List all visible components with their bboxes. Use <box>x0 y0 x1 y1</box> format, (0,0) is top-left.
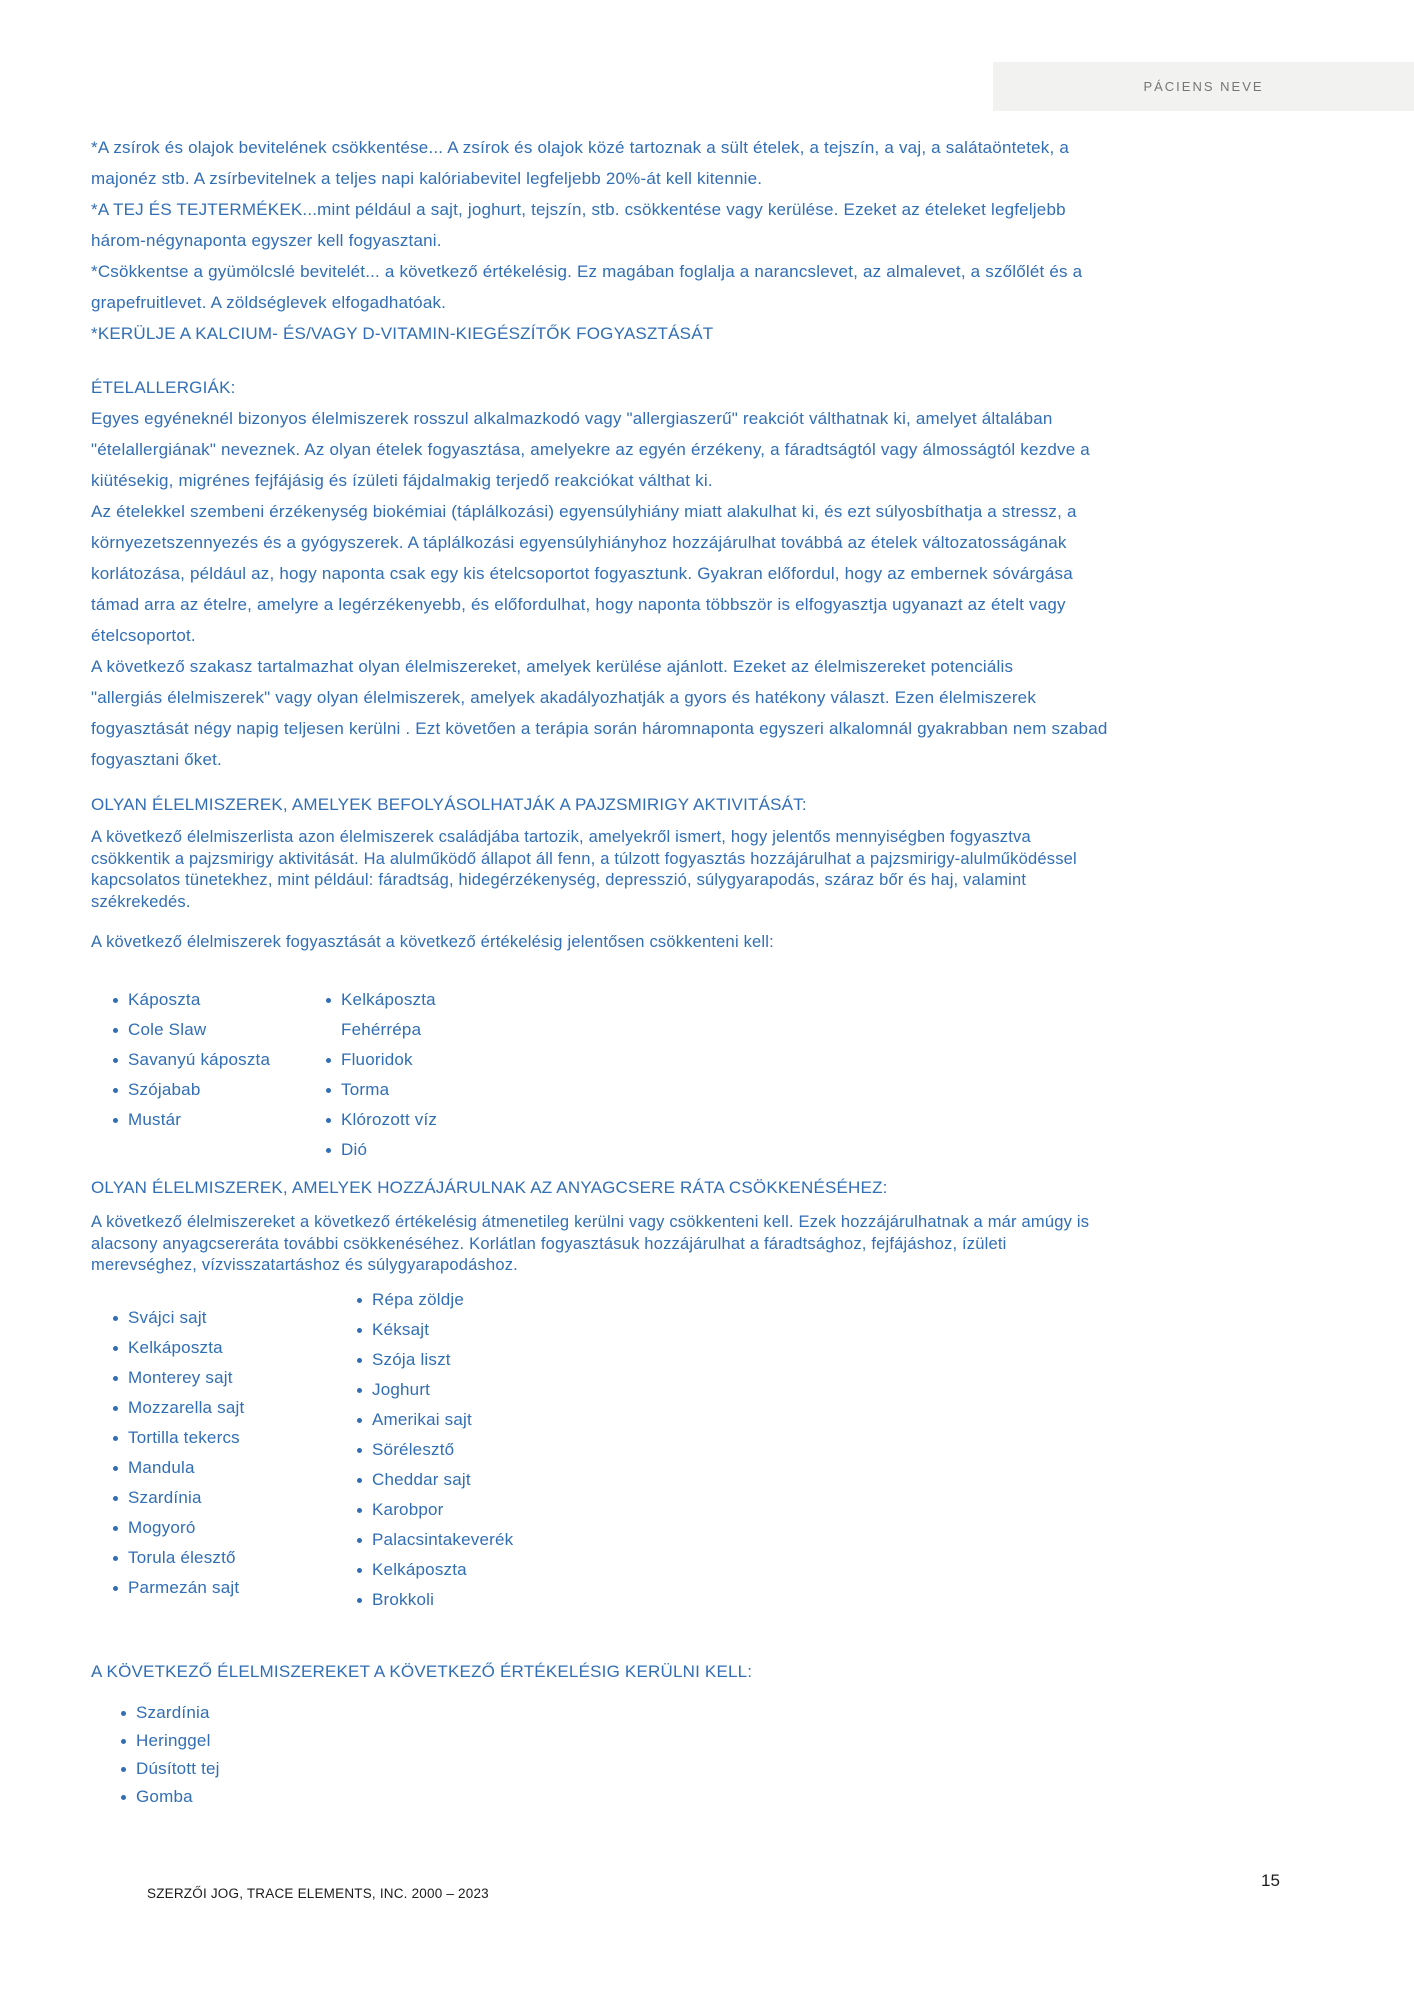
metabolic-food-list-col1 <box>113 1303 244 1603</box>
paragraph-line: merevséghez, vízvisszatartáshoz és súlygyarapodáshoz. <box>91 1256 518 1274</box>
list-item-label: Amerikai sajt <box>372 1410 472 1429</box>
paragraph-line: csökkentik a pajzsmirigy aktivitását. Ha alulműködő állapot áll fenn, a túlzott fogyasztás hozzájárulhat a pajzsmirigy-alulműködéssel <box>91 849 1077 868</box>
paragraph-line: majonéz stb. A zsírbevitelnek a teljes napi kalóriabevitel legfeljebb 20%-át kell kitennie. <box>91 169 763 188</box>
list-item-label: Parmezán sajt <box>128 1578 240 1597</box>
bullet-icon <box>326 1118 331 1123</box>
paragraph-line: *Csökkentse a gyümölcslé bevitelét... a következő értékelésig. Ez magában foglalja a narancslevet, az almalevet, a szőlőlét és a <box>91 262 1083 281</box>
bullet-icon <box>357 1448 362 1453</box>
paragraph-line: székrekedés. <box>91 892 191 911</box>
list-item <box>326 1015 437 1045</box>
patient-name-box <box>993 62 1414 111</box>
list-item-label: Mogyoró <box>128 1518 196 1537</box>
paragraph-line: három-négynaponta egyszer kell fogyasztani. <box>91 231 442 250</box>
list-item <box>357 1405 513 1435</box>
list-item <box>326 1105 437 1135</box>
bullet-icon <box>113 1436 118 1441</box>
list-item <box>326 1045 437 1075</box>
list-item-label: Cheddar sajt <box>372 1470 471 1489</box>
list-item-label: Palacsintakeverék <box>372 1530 514 1549</box>
paragraph-line: *KERÜLJE A KALCIUM- ÉS/VAGY D-VITAMIN-KIEGÉSZÍTŐK FOGYASZTÁSÁT <box>91 324 714 343</box>
bullet-icon <box>113 1316 118 1321</box>
list-item <box>357 1285 513 1315</box>
bullet-icon <box>357 1508 362 1513</box>
avoid-food-list <box>121 1699 220 1811</box>
bullet-icon <box>121 1795 126 1800</box>
bullet-icon <box>357 1388 362 1393</box>
list-item-label: Répa zöldje <box>372 1290 464 1309</box>
list-item <box>113 1573 244 1603</box>
list-item-label: Szardínia <box>136 1703 210 1722</box>
list-item <box>121 1783 220 1811</box>
bullet-icon <box>113 1346 118 1351</box>
bullet-icon <box>326 1058 331 1063</box>
list-item-label: Tortilla tekercs <box>128 1428 240 1447</box>
list-item-label: Kelkáposzta <box>341 990 436 1009</box>
allergy-paragraphs <box>91 403 1108 775</box>
list-item <box>357 1375 513 1405</box>
list-item-label: Kelkáposzta <box>372 1560 467 1579</box>
paragraph-line: fogyasztani őket. <box>91 750 222 769</box>
list-item-label: Torula élesztő <box>128 1548 236 1567</box>
bullet-icon <box>113 1556 118 1561</box>
bullet-icon <box>113 1376 118 1381</box>
list-item <box>113 1015 270 1045</box>
metabolic-food-list-col2 <box>357 1285 513 1615</box>
bullet-icon <box>113 1088 118 1093</box>
list-item-label: Mustár <box>128 1110 182 1129</box>
paragraph-line: kapcsolatos tünetekhez, mint például: fáradtság, hidegérzékenység, depresszió, súlygyarapodás, száraz bőr és haj, valamint <box>91 871 1027 889</box>
list-item-label: Kelkáposzta <box>128 1338 223 1357</box>
list-item-label: Dió <box>341 1140 368 1159</box>
list-item <box>113 1543 244 1573</box>
allergy-section <box>91 372 1108 775</box>
avoid-section-heading: A KÖVETKEZŐ ÉLELMISZEREKET A KÖVETKEZŐ ÉRTÉKELÉSIG KERÜLNI KELL: <box>91 1662 753 1681</box>
bullet-icon <box>357 1418 362 1423</box>
list-item-label: Cole Slaw <box>128 1020 207 1039</box>
bullet-icon <box>113 1406 118 1411</box>
list-item-label: Mandula <box>128 1458 195 1477</box>
metabolic-section-heading: OLYAN ÉLELMISZEREK, AMELYEK HOZZÁJÁRULNAK AZ ANYAGCSERE RÁTA CSÖKKENÉSÉHEZ: <box>91 1178 888 1197</box>
list-item <box>113 1333 244 1363</box>
list-item-label: Mozzarella sajt <box>128 1398 245 1417</box>
bullet-icon <box>357 1328 362 1333</box>
thyroid-section-heading: OLYAN ÉLELMISZEREK, AMELYEK BEFOLYÁSOLHATJÁK A PAJZSMIRIGY AKTIVITÁSÁT: <box>91 795 807 814</box>
bullet-icon <box>326 1148 331 1153</box>
thyroid-food-list-col2 <box>326 985 437 1165</box>
thyroid-food-list-col1 <box>113 985 270 1135</box>
bullet-icon <box>113 1496 118 1501</box>
bullet-icon <box>113 1058 118 1063</box>
list-item-label: Monterey sajt <box>128 1368 233 1387</box>
metabolic-paragraph <box>91 1212 1089 1277</box>
list-item <box>357 1555 513 1585</box>
paragraph-line: támad arra az ételre, amelyre a legérzékenyebb, és előfordulhat, hogy naponta többször is elfogyasztja ugyanazt az ételt vagy <box>91 595 1066 614</box>
list-item <box>113 985 270 1015</box>
paragraph-line: A következő élelmiszereket a következő értékelésig átmenetileg kerülni vagy csökkenteni kell. Ezek hozzájárulhatnak a már amúgy is <box>91 1213 1090 1231</box>
list-item-label: Savanyú káposzta <box>128 1050 271 1069</box>
paragraph-line: "allergiás élelmiszerek" vagy olyan élelmiszerek, amelyek akadályozhatják a gyors és hatékony választ. Ezen élelmiszerek <box>91 688 1037 707</box>
bullet-icon <box>357 1568 362 1573</box>
paragraph-line: A következő élelmiszerlista azon élelmiszerek családjába tartozik, amelyekről ismert, hogy jelentős mennyiségben fogyasztva <box>91 828 1031 846</box>
list-item <box>113 1393 244 1423</box>
list-item <box>113 1075 270 1105</box>
list-item-label: Fluoridok <box>341 1050 413 1069</box>
bullet-icon <box>113 1586 118 1591</box>
bullet-icon <box>357 1538 362 1543</box>
list-item-label: Heringgel <box>136 1731 211 1750</box>
bullet-icon <box>357 1598 362 1603</box>
list-item <box>121 1755 220 1783</box>
bullet-icon <box>113 1118 118 1123</box>
list-item-label: Sörélesztő <box>372 1440 455 1459</box>
list-item <box>113 1105 270 1135</box>
list-item-label: Fehérrépa <box>341 1020 422 1039</box>
paragraph-line: *A zsírok és olajok bevitelének csökkentése... A zsírok és olajok közé tartoznak a sült ételek, a tejszín, a vaj, a salátaöntetek, a <box>91 138 1069 157</box>
list-item <box>357 1525 513 1555</box>
thyroid-paragraph <box>91 827 1077 913</box>
paragraph-line: *A TEJ ÉS TEJTERMÉKEK...mint például a sajt, joghurt, tejszín, stb. csökkentése vagy kerülése. Ezeket az ételeket legfeljebb <box>91 200 1066 219</box>
list-item <box>326 1135 437 1165</box>
list-item <box>326 985 437 1015</box>
bullet-icon <box>326 1088 331 1093</box>
copyright-text: SZERZŐI JOG, TRACE ELEMENTS, INC. 2000 – 2023 <box>147 1886 489 1901</box>
list-item <box>113 1303 244 1333</box>
bullet-icon <box>357 1298 362 1303</box>
list-item <box>357 1345 513 1375</box>
paragraph-line: Az ételekkel szembeni érzékenység biokémiai (táplálkozási) egyensúlyhiány miatt alakulhat ki, és ezt súlyosbíthatja a stressz, a <box>91 502 1077 521</box>
bullet-icon <box>113 1028 118 1033</box>
list-item <box>113 1363 244 1393</box>
list-item-label: Brokkoli <box>372 1590 435 1609</box>
paragraph-line: korlátozása, például az, hogy naponta csak egy kis ételcsoportot fogyasztunk. Gyakran előfordul, hogy az embernek sóvárgása <box>91 564 1073 583</box>
list-item <box>357 1315 513 1345</box>
bullet-icon <box>113 1526 118 1531</box>
list-item-label: Klórozott víz <box>341 1110 438 1129</box>
paragraph-line: Egyes egyéneknél bizonyos élelmiszerek rosszul alkalmazkodó vagy "allergiaszerű" reakciót válthatnak ki, amelyet általában <box>91 409 1053 428</box>
list-item-label: Szójabab <box>128 1080 201 1099</box>
bullet-icon <box>121 1711 126 1716</box>
list-item-label: Dúsított tej <box>136 1759 220 1778</box>
list-item-label: Szardínia <box>128 1488 202 1507</box>
list-item-label: Torma <box>341 1080 390 1099</box>
paragraph-line: fogyasztását négy napig teljesen kerülni . Ezt követően a terápia során háromnaponta egyszeri alkalomnál gyakrabban nem szabad <box>91 719 1108 738</box>
bullet-icon <box>357 1478 362 1483</box>
paragraph-line: kiütésekig, migrénes fejfájásig és ízületi fájdalmakig terjedő reakciókat válthat ki. <box>91 471 713 490</box>
list-item <box>326 1075 437 1105</box>
intro-paragraphs <box>91 132 1082 349</box>
paragraph-line: környezetszennyezés és a gyógyszerek. A táplálkozási egyensúlyhiányhoz hozzájárulhat továbbá az ételek változatosságának <box>91 533 1067 552</box>
list-item <box>113 1045 270 1075</box>
list-item-label: Joghurt <box>372 1380 431 1399</box>
patient-name-label: PÁCIENS NEVE <box>1143 79 1264 94</box>
list-item <box>113 1453 244 1483</box>
paragraph-line: ételcsoportot. <box>91 626 196 645</box>
list-item <box>357 1465 513 1495</box>
paragraph-line: A következő szakasz tartalmazhat olyan élelmiszereket, amelyek kerülése ajánlott. Ezeket az élelmiszereket potenciális <box>91 657 1014 676</box>
bullet-icon <box>113 998 118 1003</box>
bullet-icon <box>121 1739 126 1744</box>
list-item-label: Svájci sajt <box>128 1308 207 1327</box>
paragraph-line: "ételallergiának" neveznek. Az olyan ételek fogyasztása, amelyekre az egyén érzékeny, a fáradtságtól vagy álmosságtól kezdve a <box>91 440 1090 459</box>
paragraph-line: grapefruitlevet. A zöldséglevek elfogadhatóak. <box>91 293 447 312</box>
bullet-icon <box>121 1767 126 1772</box>
thyroid-instruction: A következő élelmiszerek fogyasztását a következő értékelésig jelentősen csökkenteni kell: <box>91 933 774 951</box>
list-item-label: Gomba <box>136 1787 193 1806</box>
list-item-label: Karobpor <box>372 1500 444 1519</box>
allergy-heading: ÉTELALLERGIÁK: <box>91 378 236 397</box>
list-item <box>121 1727 220 1755</box>
list-item <box>357 1435 513 1465</box>
list-item-label: Szója liszt <box>372 1350 451 1369</box>
list-item <box>113 1423 244 1453</box>
list-item-label: Kéksajt <box>372 1320 430 1339</box>
bullet-icon <box>326 998 331 1003</box>
list-item <box>121 1699 220 1727</box>
list-item <box>357 1585 513 1615</box>
list-item <box>357 1495 513 1525</box>
page-number: 15 <box>1261 1871 1280 1890</box>
bullet-icon <box>113 1466 118 1471</box>
list-item-label: Káposzta <box>128 990 201 1009</box>
list-item <box>113 1513 244 1543</box>
list-item <box>113 1483 244 1513</box>
paragraph-line: alacsony anyagcsereráta további csökkenéséhez. Korlátlan fogyasztásuk hozzájárulhat a fáradtsághoz, fejfájáshoz, ízületi <box>91 1234 1007 1253</box>
bullet-icon <box>357 1358 362 1363</box>
